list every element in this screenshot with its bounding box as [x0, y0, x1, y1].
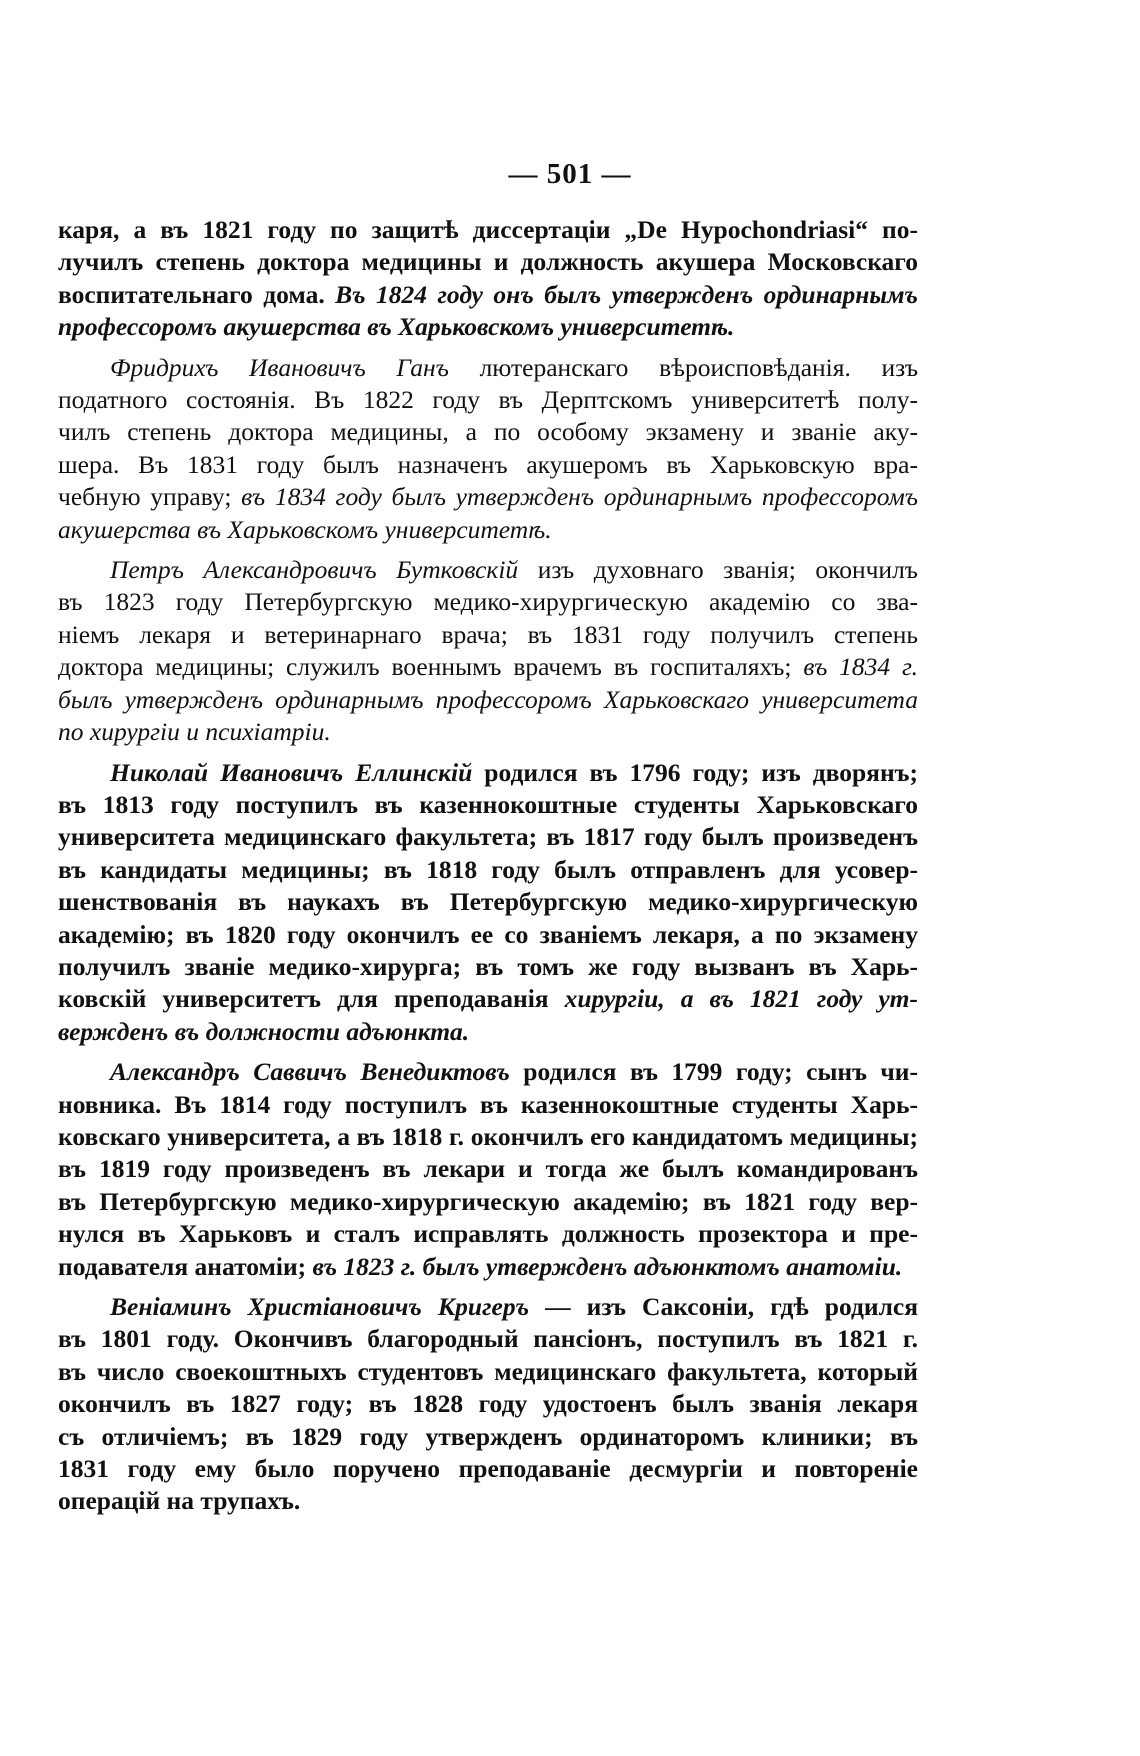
person-name: Веніаминъ Христіановичъ Кригеръ: [110, 1292, 530, 1321]
paragraph: [58, 554, 918, 748]
text-line: Александръ Саввичъ Венедиктовъ родился въ 1799 году; сынъ чи-: [110, 1057, 918, 1087]
text-line: въ 1823 году Петербургскую медико-хирургическую академію со зва-: [58, 587, 918, 617]
italic-text: въ 1834 году былъ утвержденъ ординарнымъ профессоромъ: [241, 482, 918, 512]
body-text: [58, 214, 918, 1518]
text-line: въ кандидаты медицины; въ 1818 году былъ отправленъ для усовер-: [58, 854, 918, 884]
paragraph: [58, 1056, 918, 1283]
text-line: Веніаминъ Христіановичъ Кригеръ — изъ Саксоніи, гдѣ родился: [110, 1292, 918, 1321]
italic-text: въ 1823 г. былъ утвержденъ адъюнктомъ анатоміи.: [312, 1251, 903, 1281]
text-line: вержденъ въ должности адъюнкта.: [58, 1016, 470, 1046]
text-line: подавателя анатоміи; въ 1823 г. былъ утвержденъ адъюнктомъ анатоміи.: [58, 1251, 903, 1281]
text-line: въ число своекоштныхъ студентовъ медицинскаго факультета, который: [58, 1356, 918, 1386]
person-name: Александръ Саввичъ Венедиктовъ: [110, 1057, 510, 1087]
text-line: Петръ Александровичъ Бутковскій изъ духовнаго званія; окончилъ: [110, 555, 918, 585]
text-line: ковскій университетъ для преподаванія хирургіи, а въ 1821 году ут-: [58, 984, 919, 1014]
text-line: окончилъ въ 1827 году; въ 1828 году удостоенъ былъ званія лекаря: [58, 1389, 918, 1419]
italic-text: въ 1834 г.: [803, 652, 918, 682]
text-line: 1831 году ему было поручено преподаваніе десмургіи и повтореніе: [58, 1454, 918, 1484]
text-line: былъ утвержденъ ординарнымъ профессоромъ Харьковскаго университета: [58, 684, 918, 714]
text-line: въ Петербургскую медико-хирургическую академію; въ 1821 году вер-: [58, 1186, 918, 1216]
text-line: лучилъ степень доктора медицины и должность акушера Московскаго: [58, 247, 918, 277]
page-number: — 501 —: [508, 158, 632, 190]
text-line: шера. Въ 1831 году былъ назначенъ акушеромъ въ Харьковскую вра-: [58, 449, 918, 479]
text-line: нулся въ Харьковъ и сталъ исправлять должность прозектора и пре-: [58, 1219, 918, 1249]
paragraph: [58, 1291, 918, 1518]
italic-text: Въ 1824 году онъ былъ утвержденъ ординарнымъ: [335, 279, 918, 309]
text-line: ніемъ лекаря и ветеринарнаго врача; въ 1831 году получилъ степень: [58, 619, 918, 649]
text-line: операцій на трупахъ.: [58, 1486, 301, 1516]
paragraph: [58, 352, 918, 546]
text-line: податного состоянія. Въ 1822 году въ Дерптскомъ университетѣ полу-: [58, 385, 918, 415]
text-line: новника. Въ 1814 году поступилъ въ казеннокоштные студенты Харь-: [58, 1089, 918, 1119]
person-name: Фридрихъ Ивановичъ Ганъ: [110, 352, 449, 382]
text-line: шенствованія въ наукахъ въ Петербургскую медико-хирургическую: [58, 887, 918, 917]
text-line: въ 1813 году поступилъ въ казеннокоштные студенты Харьковскаго: [58, 789, 918, 819]
text-line: академію; въ 1820 году окончилъ ее со званіемъ лекаря, а по экзамену: [58, 919, 918, 949]
text-line: университета медицинскаго факультета; въ 1817 году былъ произведенъ: [58, 822, 918, 852]
text-line: профессоромъ акушерства въ Харьковскомъ университетѣ.: [58, 312, 735, 342]
text-line: чилъ степень доктора медицины, а по особому экзамену и званіе аку-: [58, 417, 918, 447]
text-line: воспитательнаго дома. Въ 1824 году онъ былъ утвержденъ ординарнымъ: [58, 279, 918, 309]
text-line: ковскаго университета, а въ 1818 г. окончилъ его кандидатомъ медицины;: [58, 1121, 918, 1151]
text-line: Фридрихъ Ивановичъ Ганъ лютеранскаго вѣроисповѣданія. изъ: [110, 352, 919, 382]
text-line: въ 1801 году. Окончивъ благородный пансіонъ, поступилъ въ 1821 г.: [58, 1324, 918, 1354]
person-name: Петръ Александровичъ Бутковскій: [110, 555, 519, 585]
paragraph: [58, 214, 918, 344]
text-line: Николай Ивановичъ Еллинскій родился въ 1796 году; изъ дворянъ;: [110, 757, 918, 787]
text-line: чебную управу; въ 1834 году былъ утвержденъ ординарнымъ профессоромъ: [58, 482, 918, 512]
text-line: доктора медицины; служилъ военнымъ врачемъ въ госпиталяхъ; въ 1834 г.: [58, 652, 918, 682]
text-line: съ отличіемъ; въ 1829 году утвержденъ ординаторомъ клиники; въ: [58, 1421, 918, 1451]
person-name: Николай Ивановичъ Еллинскій: [110, 757, 473, 787]
text-line: акушерства въ Харьковскомъ университетѣ.: [58, 514, 552, 544]
text-line: по хирургіи и психіатріи.: [58, 717, 331, 747]
text-line: получилъ званіе медико-хирурга; въ томъ же году вызванъ въ Харь-: [58, 951, 918, 981]
paragraph: [58, 757, 918, 1049]
italic-text: хирургіи, а въ 1821 году ут-: [564, 984, 919, 1014]
text-line: каря, а въ 1821 году по защитѣ диссертаціи „De Hypochondriasi“ по-: [58, 215, 918, 244]
text-line: въ 1819 году произведенъ въ лекари и тогда же былъ командированъ: [58, 1154, 918, 1184]
